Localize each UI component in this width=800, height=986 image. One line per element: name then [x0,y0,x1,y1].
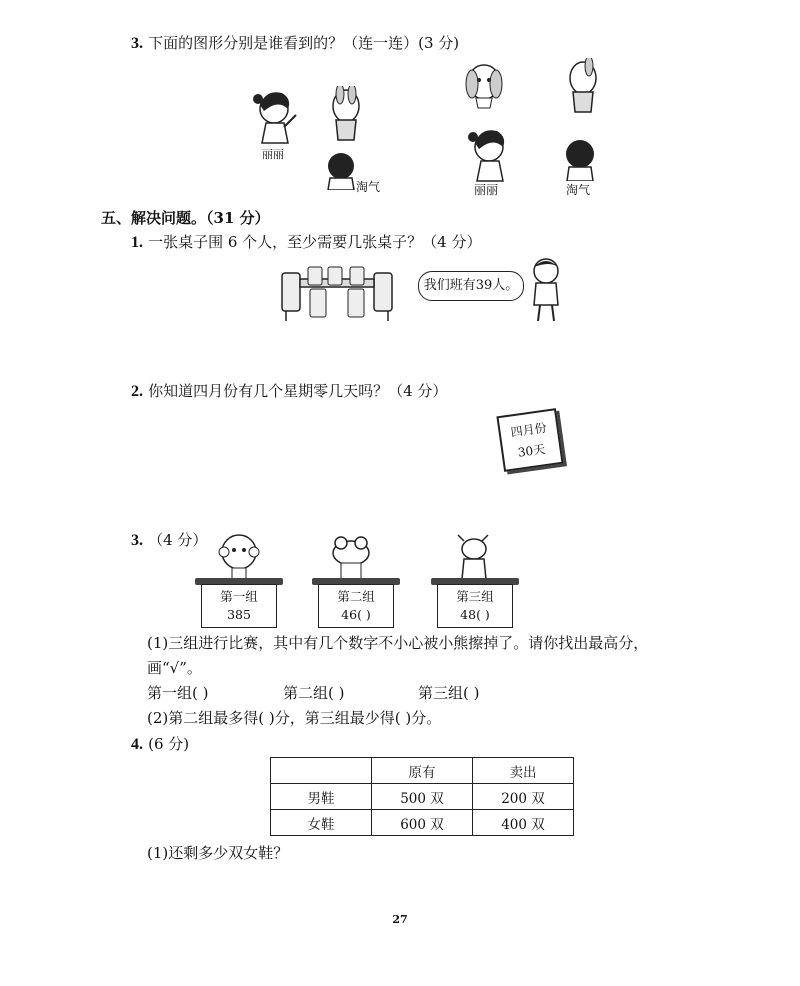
desk-score: 385 [227,607,251,622]
desk-name: 第三组 [456,589,494,604]
q4-sub1: (1)还剩多少双女鞋？ [147,844,289,862]
q3-line [131,529,207,550]
calendar-card [496,408,563,472]
desk-score: 48( ) [460,607,490,622]
lili-figure-left [248,85,306,147]
question-text: 下面的图形分别是谁看到的？（连一连）(3 分) [148,34,460,52]
label-lili-right: 丽丽 [474,183,499,197]
label-taoqi-right: 淘气 [566,183,591,197]
desk-name: 第二组 [337,589,375,604]
desk-group-1 [201,584,277,628]
taoqi-figure-right [561,137,599,181]
desk-name: 第一组 [220,589,258,604]
table-header-row [271,758,574,784]
table-row [271,784,574,810]
table-cell: 400 双 [473,810,574,836]
table-cell: 600 双 [372,810,473,836]
q1-line [131,231,482,252]
monkey-figure [216,530,262,580]
label-lili-left: 丽丽 [262,148,284,161]
table-cell: 500 双 [372,784,473,810]
question-number: 3. [131,532,143,549]
calendar-month: 四月份 [509,420,548,440]
answer-group-1: 第一组( ) [147,684,209,702]
boy-figure [526,255,566,325]
q3-sub1-line2: 画“√”。 [147,659,202,677]
calendar-days: 30天 [517,442,547,460]
table-header-cell: 原有 [372,758,473,784]
desk-group-2 [318,584,394,628]
answer-group-2: 第二组( ) [283,684,345,702]
rabbit-figure-left [326,86,366,142]
shoe-table [270,757,574,836]
frog-figure [327,533,375,579]
question-text: 一张桌子围 6 个人，至少需要几张桌子？（4 分） [148,233,482,251]
section-title: 五、解决问题。（31 分） [101,209,270,227]
question-score: (6 分) [148,735,190,753]
table-header-cell: 卖出 [473,758,574,784]
table-chairs-illustration [280,265,394,323]
lili-figure-right [463,125,521,183]
table-header-cell [271,758,372,784]
q3-top-line [131,32,459,53]
question-number: 3. [131,35,143,52]
taoqi-figure-left [322,150,360,190]
question-number: 1. [131,234,143,251]
table-cell: 女鞋 [271,810,372,836]
question-score: （4 分） [148,531,208,549]
q4-line [131,733,189,754]
question-number: 2. [131,383,143,400]
goat-figure [452,533,498,579]
table-row [271,810,574,836]
desk-score: 46( ) [341,607,371,622]
answer-group-3: 第三组( ) [418,684,480,702]
question-number: 4. [131,736,143,753]
rabbit-front-figure [462,60,506,110]
q2-line [131,380,447,401]
rabbit-figure-right [563,58,603,114]
desk-group-3 [437,584,513,628]
table-cell: 男鞋 [271,784,372,810]
q3-sub1-line1: (1)三组进行比赛，其中有几个数字不小心被小熊擦掉了。请你找出最高分， [147,634,649,652]
speech-bubble: 我们班有39人。 [418,271,524,301]
question-text: 你知道四月份有几个星期零几天吗？（4 分） [148,382,448,400]
page-number: 27 [392,913,408,926]
q3-sub2: (2)第二组最多得( )分，第三组最少得( )分。 [147,709,442,727]
label-taoqi-left: 淘气 [356,180,381,194]
table-cell: 200 双 [473,784,574,810]
